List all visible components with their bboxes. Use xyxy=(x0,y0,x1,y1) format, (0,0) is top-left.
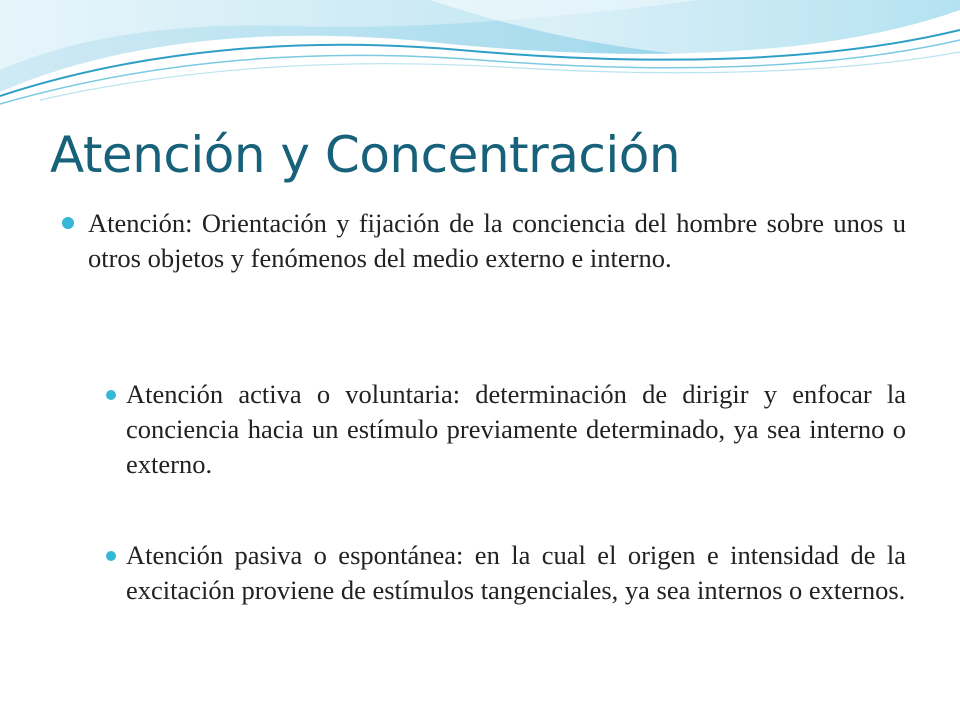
slide-title: Atención y Concentración xyxy=(50,126,681,184)
bullet-text: Atención activa o voluntaria: determinación de dirigir y enfocar la conciencia hacia un estímulo previamente determinado, ya sea interno o externo. xyxy=(126,379,906,479)
bullet-attention-definition xyxy=(88,206,906,276)
subbullet-active-attention xyxy=(126,377,906,482)
bullet-text: Atención pasiva o espontánea: en la cual el origen e intensidad de la excitación proviene de estímulos tangenciales, ya sea internos o externos. xyxy=(126,540,906,605)
bullet-dot-icon xyxy=(62,217,74,229)
header-wave-decoration xyxy=(0,0,960,120)
bullet-dot-icon xyxy=(106,551,116,561)
bullet-text: Atención: Orientación y fijación de la conciencia del hombre sobre unos u otros objetos y fenómenos del medio externo e interno. xyxy=(88,208,906,273)
subbullet-passive-attention xyxy=(126,538,906,608)
bullet-dot-icon xyxy=(106,390,116,400)
